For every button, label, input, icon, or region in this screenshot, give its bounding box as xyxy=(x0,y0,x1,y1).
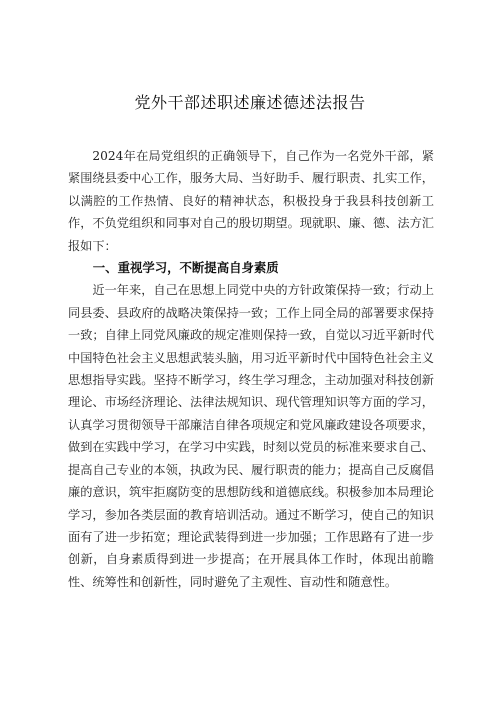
document-body xyxy=(68,145,434,593)
intro-paragraph: 2024年在局党组织的正确领导下，自己作为一名党外干部，紧紧围绕县委中心工作，服务大局、当好助手、履行职责、扎实工作，以满腔的工作热情、良好的精神状态，积极投身于我县科技创新工作，不负党组织和同事对自己的殷切期望。现就职、廉、德、法方汇报如下： xyxy=(68,149,434,253)
section-heading: 一、重视学习，不断提高自身素质 xyxy=(92,260,279,276)
section-body-paragraph: 近一年来，自己在思想上同党中央的方针政策保持一致；行动上同县委、县政府的战略决策保持一致；工作上同全局的部署要求保持一致；自律上同党风廉政的规定准则保持一致，自觉以习近平新时代中国特色社会主义思想武装头脑，用习近平新时代中国特色社会主义思想指导实践。坚持不断学习，终生学习理念，主动加强对科技创新理论、市场经济理论、法律法规知识、现代管理知识等方面的学习，认真学习贯彻领导干部廉洁自律各项规定和党风廉政建设各项要求，做到在实践中学习，在学习中实践，时刻以党员的标准来要求自己、提高自己专业的本领，执政为民、履行职责的能力；提高自己反腐倡廉的意识，筑牢拒腐防变的思想防线和道德底线。积极参加本局理论学习，参加各类层面的教育培训活动。通过不断学习，使自己的知识面有了进一步拓宽；理论武装得到进一步加强；工作思路有了进一步创新，自身素质得到进一步提高；在开展具体工作时，体现出前瞻性、统筹性和创新性，同时避免了主观性、盲动性和随意性。 xyxy=(68,283,434,589)
document-title: 党外干部述职述廉述德述法报告 xyxy=(134,93,366,112)
